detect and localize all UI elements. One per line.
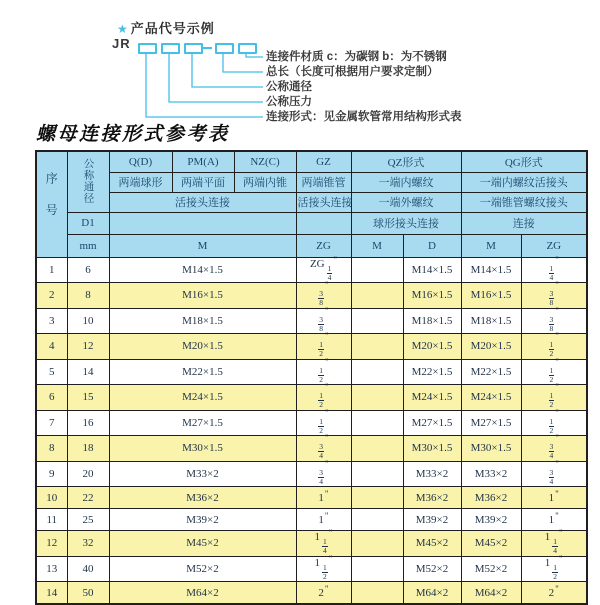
cell-index: 1 [36,257,67,283]
cell-dn: 40 [67,556,109,582]
cell-index: 3 [36,308,67,334]
cell-qg-m: M45×2 [461,531,521,557]
cell-index: 12 [36,531,67,557]
col-header-qz: QZ形式 [351,151,461,172]
cell-qz-m [351,509,403,531]
cell-qz-m [351,556,403,582]
diagram-label-pressure: 公称压力 [266,96,312,108]
cell-gz-zg: $\frac{3}{8}$ " [296,308,351,334]
cell-qz-d: M45×2 [403,531,461,557]
cell-gz-zg: $\frac{1}{2}$ " [296,359,351,385]
cell-m: M27×1.5 [109,410,296,436]
table-row [36,436,587,462]
cell-qg-zg: $\frac{3}{4}$ " [521,461,587,487]
cell-m: M18×1.5 [109,308,296,334]
cell-qz-m [351,308,403,334]
cell-m: M24×1.5 [109,385,296,411]
conn-qg: 一端锥管螺纹接头 [461,192,587,212]
cell-m: M36×2 [109,487,296,509]
cell-index: 9 [36,461,67,487]
cell-gz-zg: 1" [296,509,351,531]
cell-dn: 50 [67,582,109,605]
unit-zg-gz: ZG [296,234,351,257]
col-header-qd: Q(D) [109,151,172,172]
cell-dn: 15 [67,385,109,411]
cell-qg-zg: $\frac{3}{8}$ " [521,283,587,309]
cell-index: 11 [36,509,67,531]
cell-qg-m: M20×1.5 [461,334,521,360]
cell-qz-d: M39×2 [403,509,461,531]
cell-gz-zg: $\frac{1}{2}$ " [296,334,351,360]
cell-qg-zg: $\frac{1}{2}$ " [521,385,587,411]
unit-m-qz: M [351,234,403,257]
cell-gz-zg: 1 $\frac{1}{4}$ " [296,531,351,557]
cell-dn: 10 [67,308,109,334]
sub-qg: 连接 [461,212,587,234]
cell-index: 5 [36,359,67,385]
cell-qz-d: M24×1.5 [403,385,461,411]
sub-qz: 球形接头连接 [351,212,461,234]
table-header [36,151,587,257]
cell-dn: 8 [67,283,109,309]
cell-qz-m [351,436,403,462]
cell-qz-d: M52×2 [403,556,461,582]
cell-index: 13 [36,556,67,582]
cell-qz-m [351,531,403,557]
reference-table [35,150,588,605]
desc-qz: 一端内螺纹 [351,172,461,192]
conn-qz: 一端外螺纹 [351,192,461,212]
cell-qg-zg: $\frac{1}{2}$ " [521,410,587,436]
cell-m: M16×1.5 [109,283,296,309]
cell-qg-zg: $\frac{1}{2}$ " [521,334,587,360]
diagram-label-diameter: 公称通径 [266,81,312,93]
diagram-label-material: 连接件材质 c：为碳钢 b：为不锈钢 [266,51,447,63]
cell-qz-m [351,257,403,283]
table-row [36,385,587,411]
cell-qz-d: M27×1.5 [403,410,461,436]
cell-qg-zg: 1 $\frac{1}{2}$ " [521,556,587,582]
cell-qg-zg: 1" [521,509,587,531]
cell-index: 10 [36,487,67,509]
table-row [36,308,587,334]
cell-gz-zg: 1 $\frac{1}{2}$ " [296,556,351,582]
cell-gz-zg: ZG $\frac{1}{4}$ " [296,257,351,283]
cell-qz-d: M20×1.5 [403,334,461,360]
cell-dn: 6 [67,257,109,283]
diagram-heading-text: 产品代号示例 [130,21,215,36]
d1-label: D1 [67,212,109,234]
cell-m: M52×2 [109,556,296,582]
cell-dn: 20 [67,461,109,487]
cell-dn: 18 [67,436,109,462]
cell-qz-d: M30×1.5 [403,436,461,462]
code-prefix: JR [112,36,131,51]
cell-qg-m: M52×2 [461,556,521,582]
cell-qg-m: M22×1.5 [461,359,521,385]
cell-qg-m: M30×1.5 [461,436,521,462]
cell-qz-d: M36×2 [403,487,461,509]
cell-index: 14 [36,582,67,605]
col-header-nz: NZ(C) [234,151,296,172]
table-row [36,509,587,531]
cell-qz-m [351,461,403,487]
cell-qz-d: M18×1.5 [403,308,461,334]
cell-dn: 32 [67,531,109,557]
cell-qg-m: M39×2 [461,509,521,531]
cell-qz-m [351,283,403,309]
cell-qg-m: M14×1.5 [461,257,521,283]
unit-d-qz: D [403,234,461,257]
table-row [36,334,587,360]
cell-qg-zg: $\frac{3}{4}$ " [521,436,587,462]
col-header-dn: 公称通径 [67,151,109,212]
table-row [36,531,587,557]
cell-gz-zg: 2" [296,582,351,605]
cell-dn: 16 [67,410,109,436]
cell-qg-zg: $\frac{1}{2}$ " [521,359,587,385]
cell-m: M33×2 [109,461,296,487]
col-header-pm: PM(A) [172,151,234,172]
cell-m: M39×2 [109,509,296,531]
cell-gz-zg: 1" [296,487,351,509]
unit-m-qg: M [461,234,521,257]
blank-left [109,212,296,234]
cell-qz-m [351,410,403,436]
cell-qg-m: M33×2 [461,461,521,487]
unit-m-left: M [109,234,296,257]
cell-qg-m: M24×1.5 [461,385,521,411]
cell-qg-m: M36×2 [461,487,521,509]
conn-gz: 活接头连接 [296,192,351,212]
cell-index: 6 [36,385,67,411]
cell-qg-zg: $\frac{3}{8}$ " [521,308,587,334]
cell-dn: 14 [67,359,109,385]
cell-dn: 12 [67,334,109,360]
cell-index: 4 [36,334,67,360]
table-row [36,283,587,309]
cell-qg-m: M27×1.5 [461,410,521,436]
cell-index: 2 [36,283,67,309]
cell-qz-m [351,334,403,360]
page-title: 螺母连接形式参考表 [36,124,230,145]
cell-qg-m: M64×2 [461,582,521,605]
blank-gz [296,212,351,234]
table-row [36,461,587,487]
cell-qg-zg: 1" [521,487,587,509]
star-icon: ★ [117,22,129,36]
cell-gz-zg: $\frac{3}{4}$ " [296,461,351,487]
cell-qg-m: M16×1.5 [461,283,521,309]
col-header-gz: GZ [296,151,351,172]
cell-gz-zg: $\frac{1}{2}$ " [296,385,351,411]
unit-zg-qg: ZG [521,234,587,257]
cell-qz-m [351,582,403,605]
cell-qz-d: M16×1.5 [403,283,461,309]
table-body [36,254,587,604]
cell-qz-d: M33×2 [403,461,461,487]
desc-gz: 两端锥管 [296,172,351,192]
desc-qd: 两端球形 [109,172,172,192]
cell-qz-m [351,385,403,411]
cell-index: 8 [36,436,67,462]
cell-qz-d: M64×2 [403,582,461,605]
diagram-label-connection: 连接形式：见金属软管常用结构形式表 [266,111,462,123]
table-row [36,487,587,509]
table-row [36,556,587,582]
cell-qg-zg: 2" [521,582,587,605]
cell-m: M14×1.5 [109,257,296,283]
cell-dn: 25 [67,509,109,531]
cell-qz-m [351,487,403,509]
col-header-qg: QG形式 [461,151,587,172]
cell-dn: 22 [67,487,109,509]
table-row [36,410,587,436]
cell-m: M30×1.5 [109,436,296,462]
cell-index: 7 [36,410,67,436]
desc-pm: 两端平面 [172,172,234,192]
unit-label: mm [67,234,109,257]
cell-m: M22×1.5 [109,359,296,385]
desc-qg: 一端内螺纹活接头 [461,172,587,192]
table-row [36,257,587,283]
cell-qz-m [351,359,403,385]
desc-nz: 两端内锥 [234,172,296,192]
table-row [36,359,587,385]
table-row [36,582,587,605]
col-header-index: 序号 [36,151,67,257]
cell-gz-zg: $\frac{3}{4}$ " [296,436,351,462]
conn-left: 活接头连接 [109,192,296,212]
cell-gz-zg: $\frac{3}{8}$ " [296,283,351,309]
cell-m: M64×2 [109,582,296,605]
cell-qg-zg: 1 $\frac{1}{4}$ " [521,531,587,557]
cell-qz-d: M22×1.5 [403,359,461,385]
cell-qg-m: M18×1.5 [461,308,521,334]
cell-m: M45×2 [109,531,296,557]
diagram-label-length: 总长（长度可根据用户要求定制） [266,66,439,78]
cell-qg-zg: $\frac{1}{4}$ " [521,257,587,283]
cell-m: M20×1.5 [109,334,296,360]
cell-gz-zg: $\frac{1}{2}$ " [296,410,351,436]
cell-qz-d: M14×1.5 [403,257,461,283]
